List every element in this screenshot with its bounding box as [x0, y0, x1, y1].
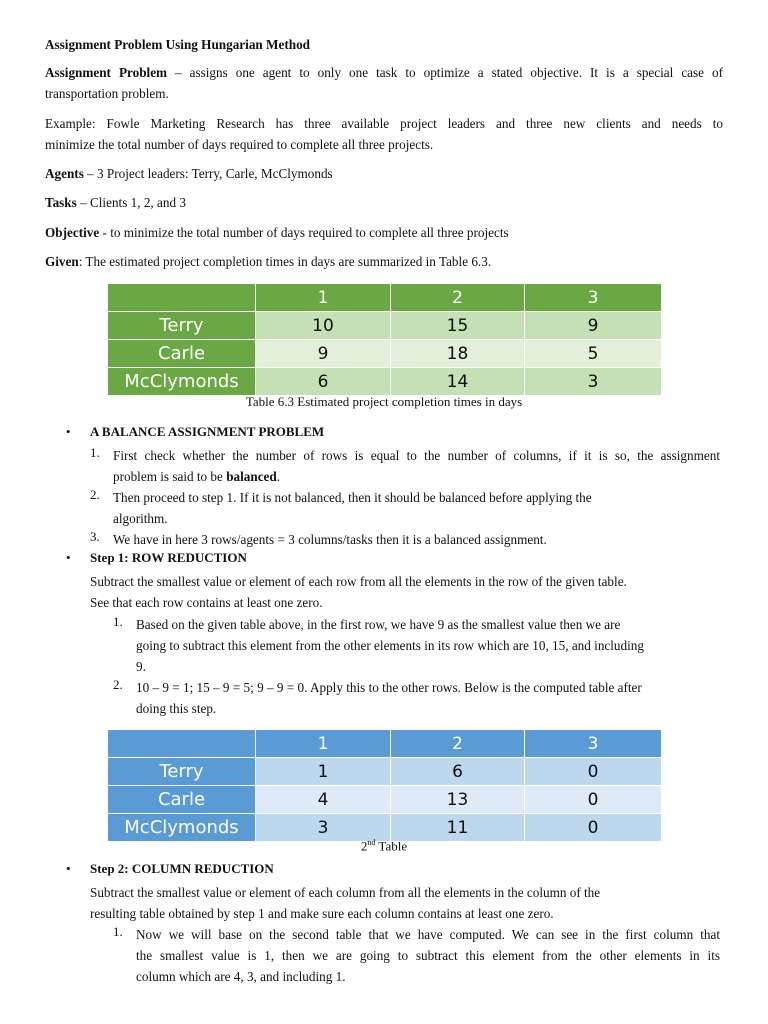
- table-cell: 3: [256, 814, 391, 842]
- table-6-3: [107, 283, 662, 396]
- step1-heading: Step 1: ROW REDUCTION: [90, 550, 247, 565]
- paragraph-line: Subtract the smallest value or element of each row from all the elements in the row of the given table.: [90, 574, 627, 589]
- header-cell-client-1: 1: [256, 730, 391, 758]
- list-number: 2.: [113, 677, 123, 692]
- header-cell-client-2: 2: [391, 284, 525, 312]
- header-cell-client-1: 1: [256, 284, 391, 312]
- table-row: [108, 786, 662, 814]
- table-cell: 0: [525, 786, 662, 814]
- balance-item-3: We have in here 3 rows/agents = 3 columns/tasks then it is a balanced assignment.: [113, 532, 547, 547]
- list-item-line: Based on the given table above, in the first row, we have 9 as the smallest value then we are: [136, 617, 621, 632]
- table-6-3-caption: Table 6.3 Estimated project completion times in days: [245, 394, 523, 409]
- list-number: 2.: [90, 487, 100, 502]
- list-number: 1.: [113, 924, 123, 939]
- row-label-carle: Carle: [108, 340, 256, 368]
- tasks-line: Tasks – Clients 1, 2, and 3: [45, 195, 186, 210]
- balance-heading: A BALANCE ASSIGNMENT PROBLEM: [90, 424, 325, 439]
- step2-item-1: [136, 924, 720, 987]
- table-cell: 3: [525, 368, 662, 396]
- objective-line: Objective - to minimize the total number of days required to complete all three projects: [45, 225, 509, 240]
- step1-item-1: [136, 614, 720, 677]
- paragraph-line: resulting table obtained by step 1 and make sure each column contains at least one zero.: [90, 906, 554, 921]
- list-item-line: doing this step.: [136, 701, 217, 716]
- table-row: [108, 340, 662, 368]
- table-cell: 9: [525, 312, 662, 340]
- row-label-carle: Carle: [108, 786, 256, 814]
- second-table-caption: 2nd Table: [360, 838, 408, 854]
- agents-line: Agents – 3 Project leaders: Terry, Carle, McClymonds: [45, 166, 333, 181]
- table-cell: 0: [525, 814, 662, 842]
- bullet-icon: •: [66, 550, 71, 565]
- row-label-terry: Terry: [108, 758, 256, 786]
- table-cell: 5: [525, 340, 662, 368]
- table-cell: 13: [391, 786, 525, 814]
- table-header-row: [108, 730, 662, 758]
- list-item-line: 9.: [136, 659, 146, 674]
- header-cell-client-3: 3: [525, 730, 662, 758]
- table-cell: 0: [525, 758, 662, 786]
- step1-description: [90, 571, 720, 613]
- paragraph-line: See that each row contains at least one zero.: [90, 595, 323, 610]
- table-cell: 1: [256, 758, 391, 786]
- table-cell: 15: [391, 312, 525, 340]
- paragraph-line: Subtract the smallest value or element of each column from all the elements in the column of the: [90, 885, 601, 900]
- second-table: [107, 729, 662, 842]
- row-label-terry: Terry: [108, 312, 256, 340]
- list-number: 1.: [113, 614, 123, 629]
- table-cell: 6: [256, 368, 391, 396]
- row-label-mcclymonds: McClymonds: [108, 814, 256, 842]
- list-item-line: going to subtract this element from the other elements in its row which are 10, 15, and including: [136, 638, 644, 653]
- header-cell-client-3: 3: [525, 284, 662, 312]
- example-line-2: minimize the total number of days required to complete all three projects.: [45, 137, 434, 152]
- definition-line-2: transportation problem.: [45, 86, 169, 101]
- step2-description: [90, 882, 720, 924]
- example-line-1: Example: Fowle Marketing Research has three available project leaders and three new clients and needs to: [45, 116, 723, 131]
- table-cell: 4: [256, 786, 391, 814]
- step2-heading: Step 2: COLUMN REDUCTION: [90, 861, 274, 876]
- balance-item-1: [113, 445, 720, 487]
- table-cell: 18: [391, 340, 525, 368]
- definition-line-1: Assignment Problem – assigns one agent to only one task to optimize a stated objective. It is a special case of: [45, 65, 723, 80]
- header-cell-client-2: 2: [391, 730, 525, 758]
- list-item-line: Then proceed to step 1. If it is not balanced, then it should be balanced before applying the: [113, 490, 592, 505]
- table-row: [108, 368, 662, 396]
- list-item-line: the smallest value is 1, then we are going to subtract this element from the other elements in its: [136, 948, 720, 963]
- table-cell: 10: [256, 312, 391, 340]
- row-label-mcclymonds: McClymonds: [108, 368, 256, 396]
- list-item-line: column which are 4, 3, and including 1.: [136, 969, 346, 984]
- list-item-line: algorithm.: [113, 511, 168, 526]
- table-cell: 9: [256, 340, 391, 368]
- list-item-line: Now we will base on the second table that we have computed. We can see in the first column that: [136, 927, 720, 942]
- document-title: Assignment Problem Using Hungarian Method: [45, 37, 310, 52]
- list-number: 1.: [90, 445, 100, 460]
- list-item-line: First check whether the number of rows is equal to the number of columns, if it is so, the assignment: [113, 448, 720, 463]
- table-header-row: [108, 284, 662, 312]
- table-cell: 11: [391, 814, 525, 842]
- list-item-line: 10 – 9 = 1; 15 – 9 = 5; 9 – 9 = 0. Apply this to the other rows. Below is the computed table after: [136, 680, 642, 695]
- header-cell-corner: [108, 730, 256, 758]
- table-cell: 6: [391, 758, 525, 786]
- table-row: [108, 758, 662, 786]
- table-row: [108, 312, 662, 340]
- list-item-line: problem is said to be balanced.: [113, 469, 281, 484]
- header-cell-corner: [108, 284, 256, 312]
- given-line: Given: The estimated project completion times in days are summarized in Table 6.3.: [45, 254, 492, 269]
- list-number: 3.: [90, 529, 100, 544]
- bullet-icon: •: [66, 861, 71, 876]
- bullet-icon: •: [66, 424, 71, 439]
- table-cell: 14: [391, 368, 525, 396]
- step1-item-2: [136, 677, 720, 719]
- balance-item-2: [113, 487, 720, 529]
